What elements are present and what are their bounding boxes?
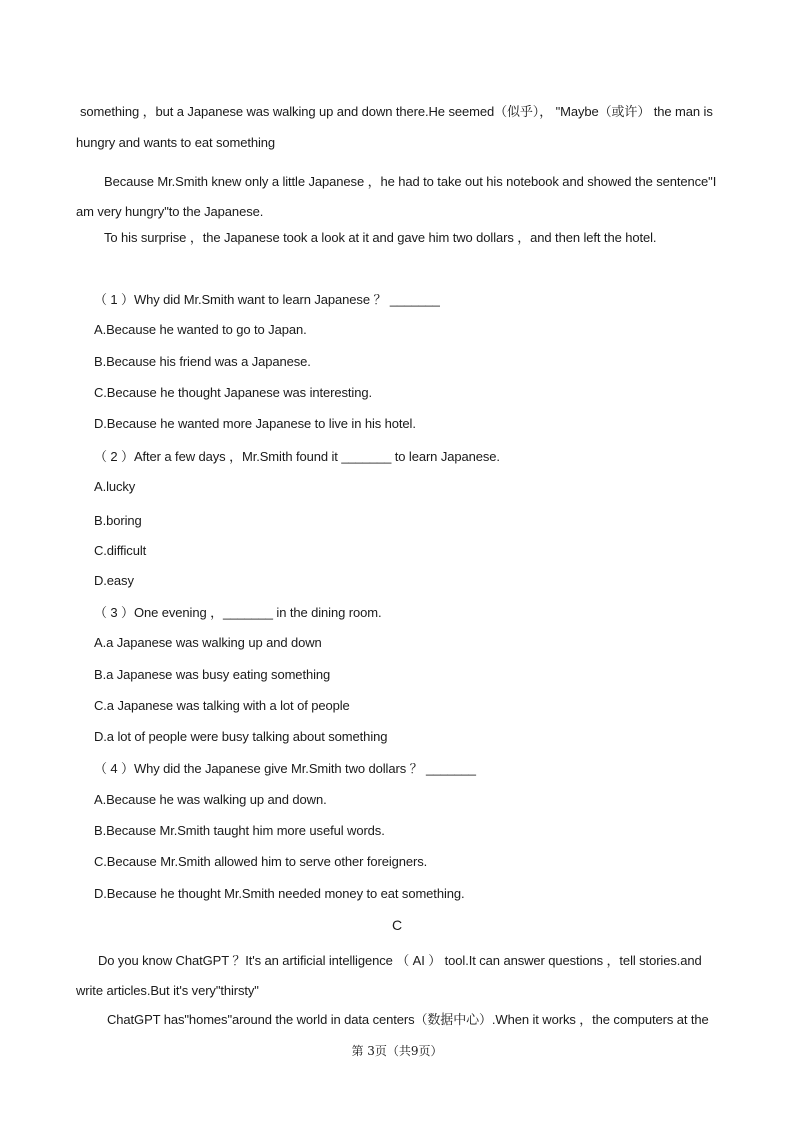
question-3-option-b: B.a Japanese was busy eating something (94, 667, 331, 682)
question-2-option-c: C.difficult (94, 543, 147, 558)
question-2-stem: （ 2 ）After a few days ，Mr.Smith found it _______ to learn Japanese. (94, 449, 500, 464)
question-3-option-c: C.a Japanese was talking with a lot of people (94, 698, 350, 713)
passage-line-2: hungry and wants to eat something (76, 135, 276, 150)
question-4-option-b: B.Because Mr.Smith taught him more useful words. (94, 823, 385, 838)
question-1-option-b: B.Because his friend was a Japanese. (94, 354, 311, 369)
question-4-option-a: A.Because he was walking up and down. (94, 792, 327, 807)
passage-line-3: Because Mr.Smith knew only a little Japanese ，he had to take out his notebook and showed the sentence"I (104, 174, 717, 189)
passage-line-4: am very hungry"to the Japanese. (76, 204, 264, 219)
section-c-line-3: ChatGPT has"homes"around the world in data centers（数据中心）.When it works ，the computers at the (107, 1012, 709, 1027)
passage-line-5: To his surprise ，the Japanese took a look at it and gave him two dollars ，and then left the hotel. (104, 230, 657, 245)
question-3-option-d: D.a lot of people were busy talking about something (94, 729, 388, 744)
question-2-option-a: A.lucky (94, 479, 136, 494)
question-2-option-b: B.boring (94, 513, 142, 528)
section-c-line-1: Do you know ChatGPT ？It's an artificial intelligence （ AI ） tool.It can answer questions ，tell stories.and (98, 953, 702, 968)
question-3-stem: （ 3 ）One evening ，_______ in the dining room. (94, 605, 382, 620)
question-4-option-d: D.Because he thought Mr.Smith needed money to eat something. (94, 886, 465, 901)
section-heading: C (392, 917, 403, 933)
question-2-option-d: D.easy (94, 573, 134, 588)
question-4-option-c: C.Because Mr.Smith allowed him to serve other foreigners. (94, 854, 428, 869)
page-footer: 第 3页（共9页） (351, 1044, 443, 1058)
question-1-option-c: C.Because he thought Japanese was interesting. (94, 385, 372, 400)
question-1-option-a: A.Because he wanted to go to Japan. (94, 322, 307, 337)
question-4-stem: （ 4 ）Why did the Japanese give Mr.Smith two dollars ？ _______ (94, 761, 476, 776)
passage-line-1: something ，but a Japanese was walking up and down there.He seemed（似乎）， "Maybe（或许） the man is (80, 104, 713, 119)
question-1-option-d: D.Because he wanted more Japanese to live in his hotel. (94, 416, 416, 431)
section-c-line-2: write articles.But it's very"thirsty" (76, 983, 259, 998)
question-3-option-a: A.a Japanese was walking up and down (94, 635, 322, 650)
question-1-stem: （ 1 ）Why did Mr.Smith want to learn Japanese ？ _______ (94, 292, 440, 307)
